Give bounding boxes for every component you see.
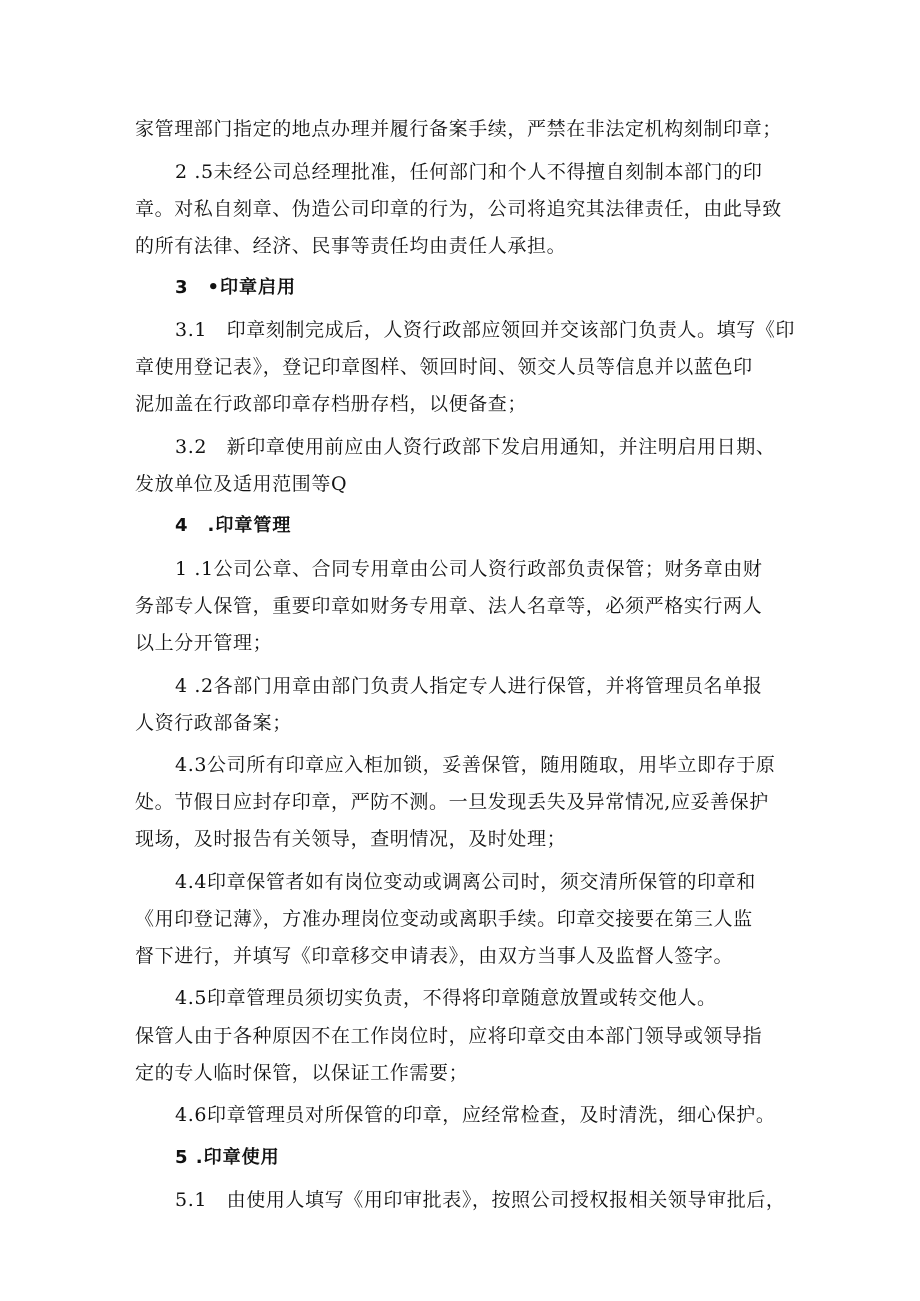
text-line: 4.6印章管理员对所保管的印章，应经常检查，及时清洗，细心保护。 bbox=[175, 1104, 776, 1126]
text-line: 现场，及时报告有关领导，查明情况，及时处理； bbox=[135, 828, 567, 850]
text-line: 保管人由于各种原因不在工作岗位时，应将印章交由本部门领导或领导指 bbox=[135, 1025, 763, 1047]
text-line: 4.5印章管理员须切实负责，不得将印章随意放置或转交他人。 bbox=[175, 987, 717, 1009]
text-line: 务部专人保管，重要印章如财务专用章、法人名章等，必须严格实行两人 bbox=[135, 595, 763, 617]
text-line: 督下进行，并填写《印章移交申请表》，由双方当事人及监督人签字。 bbox=[135, 945, 734, 967]
text-line: 章使用登记表》，登记印章图样、领回时间、领交人员等信息并以蓝色印 bbox=[135, 356, 753, 378]
text-line: 人资行政部备案； bbox=[135, 712, 292, 734]
text-line: 3.1 印章刻制完成后，人资行政部应领回并交该部门负责人。填写《印 bbox=[175, 319, 796, 341]
text-line: 泥加盖在行政部印章存档册存档，以便备查； bbox=[135, 393, 528, 415]
text-line: 家管理部门指定的地点办理并履行备案手续，严禁在非法定机构刻制印章； bbox=[135, 118, 782, 140]
text-line: 以上分开管理； bbox=[135, 632, 273, 654]
text-line: 4.4印章保管者如有岗位变动或调离公司时，须交清所保管的印章和 bbox=[175, 871, 756, 893]
section-heading-3: 3 •印章启用 bbox=[175, 277, 297, 298]
text-line: 定的专人临时保管，以保证工作需要； bbox=[135, 1062, 469, 1084]
text-line: 4.3公司所有印章应入柜加锁，妥善保管，随用随取，用毕立即存于原 bbox=[175, 754, 776, 776]
text-line: 《用印登记薄》，方准办理岗位变动或离职手续。印章交接要在第三人监 bbox=[135, 908, 753, 930]
text-line: 的所有法律、经济、民事等责任均由责任人承担。 bbox=[135, 235, 567, 257]
text-line: 发放单位及适用范围等Q bbox=[135, 473, 348, 495]
text-line: 章。对私自刻章、伪造公司印章的行为，公司将追究其法律责任，由此导致 bbox=[135, 198, 782, 220]
text-line: 3.2 新印章使用前应由人资行政部下发启用通知，并注明启用日期、 bbox=[175, 436, 776, 458]
section-heading-5: 5 .印章使用 bbox=[175, 1147, 280, 1168]
text-line: 2 .5未经公司总经理批准，任何部门和个人不得擅自刻制本部门的印 bbox=[175, 161, 763, 183]
text-line: 4 .2各部门用章由部门负责人指定专人进行保管，并将管理员名单报 bbox=[175, 675, 763, 697]
text-line: 1 .1公司公章、合同专用章由公司人资行政部负责保管；财务章由财 bbox=[175, 558, 763, 580]
section-heading-4: 4 .印章管理 bbox=[175, 515, 292, 536]
text-line: 处。节假日应封存印章，严防不测。一旦发现丢失及异常情况,应妥善保护 bbox=[135, 791, 769, 813]
text-line: 5.1 由使用人填写《用印审批表》，按照公司授权报相关领导审批后， bbox=[175, 1189, 786, 1211]
